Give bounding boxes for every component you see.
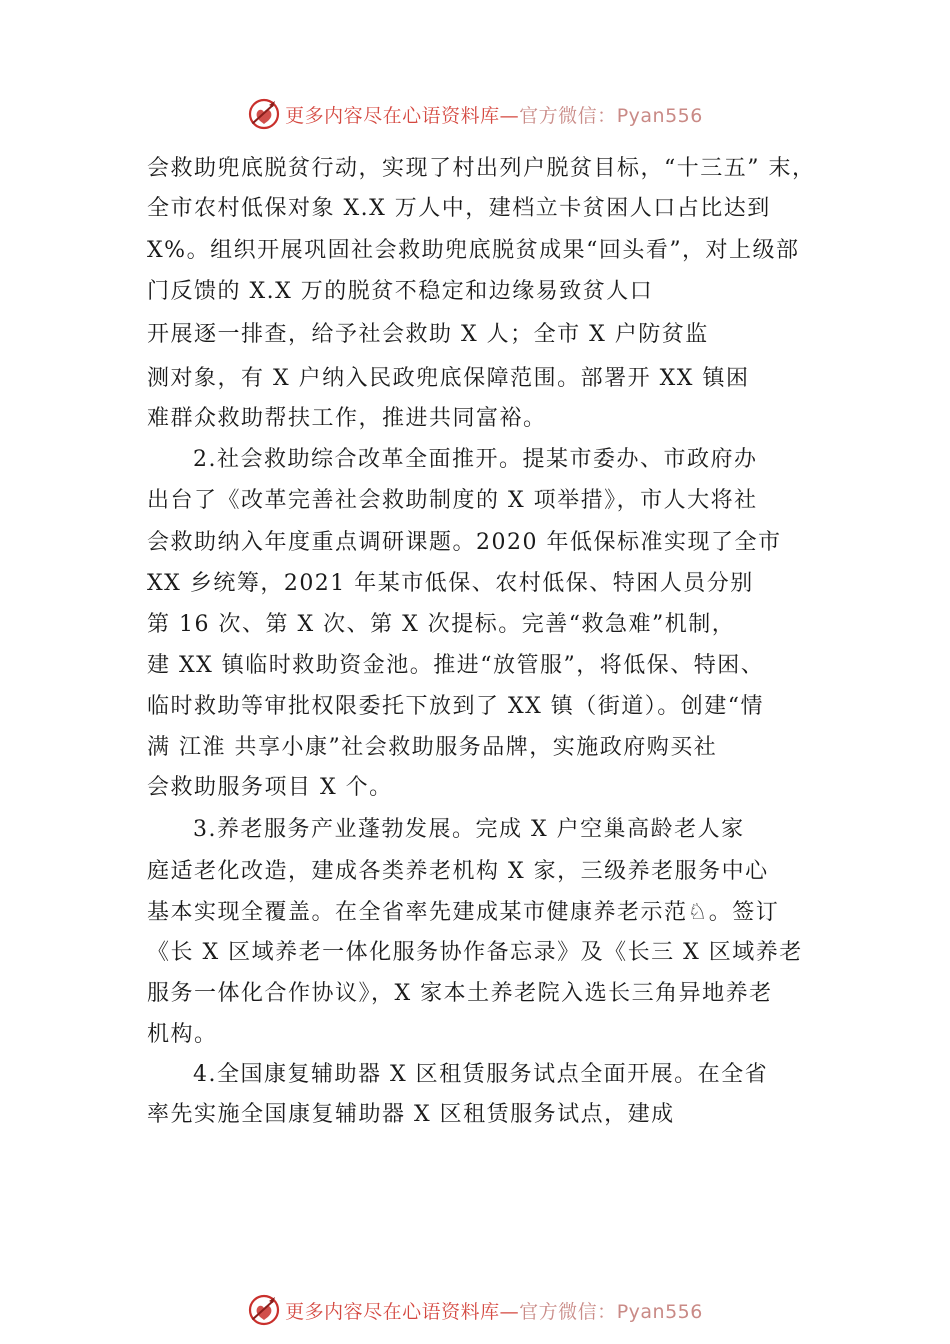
paragraph-heading-2: 2.社会救助综合改革全面推开。提某市委办、市政府办 xyxy=(193,447,758,472)
text-line: 会救助兜底脱贫行动，实现了村出列户脱贫目标，“十三五” 末， xyxy=(147,156,816,181)
text-line: 测对象，有 X 户纳入民政兜底保障范围。部署开 XX 镇困 xyxy=(147,366,750,391)
heart-brush-logo-icon xyxy=(247,1293,281,1327)
footer-wechat-label: 官方微信： xyxy=(519,1300,617,1323)
text-line: 会救助纳入年度重点调研课题。2020 年低保标准实现了全市 xyxy=(147,530,782,555)
text-line: 率先实施全国康复辅助器 X 区租赁服务试点，建成 xyxy=(147,1102,675,1127)
text-line: 开展逐一排查，给予社会救助 X 人；全市 X 户防贫监 xyxy=(147,322,709,347)
text-line: 基本实现全覆盖。在全省率先建成某市健康养老示范♘。签订 xyxy=(147,900,780,925)
text-line: 满 江淮 共享小康”社会救助服务品牌，实施政府购买社 xyxy=(147,735,718,760)
text-line: 出台了《改革完善社会救助制度的 X 项举措》，市人大将社 xyxy=(147,488,758,513)
text-line: 机构。 xyxy=(147,1022,218,1047)
footer-banner xyxy=(0,1288,950,1332)
text-line: 门反馈的 X.X 万的脱贫不稳定和边缘易致贫人口 xyxy=(147,279,654,304)
text-line: 建 XX 镇临时救助资金池。推进“放管服”，将低保、特困、 xyxy=(147,653,765,678)
text-line: 临时救助等审批权限委托下放到了 XX 镇（街道）。创建“情 xyxy=(147,694,765,719)
paragraph-heading-4: 4.全国康复辅助器 X 区租赁服务试点全面开展。在全省 xyxy=(193,1062,769,1087)
paragraph-heading-3: 3.养老服务产业蓬勃发展。完成 X 户空巢高龄老人家 xyxy=(193,817,745,842)
header-site-text: 更多内容尽在心语资料库 xyxy=(285,104,500,127)
footer-separator: — xyxy=(499,1300,520,1323)
footer-account: Pyan556 xyxy=(616,1300,703,1323)
text-line: 难群众救助帮扶工作，推进共同富裕。 xyxy=(147,406,547,431)
header-separator: — xyxy=(499,104,520,127)
header-account: Pyan556 xyxy=(616,104,703,127)
text-line: 第 16 次、第 X 次、第 X 次提标。完善“救急难”机制， xyxy=(147,612,736,637)
header-wechat-label: 官方微信： xyxy=(519,104,617,127)
text-line: X%。组织开展巩固社会救助兜底脱贫成果“回头看”，对上级部 xyxy=(147,238,800,263)
text-line: 全市农村低保对象 X.X 万人中，建档立卡贫困人口占比达到 xyxy=(147,196,771,221)
text-line: XX 乡统筹，2021 年某市低保、农村低保、特困人员分别 xyxy=(147,571,754,596)
footer-site-text: 更多内容尽在心语资料库 xyxy=(285,1300,500,1323)
text-line: 庭适老化改造，建成各类养老机构 X 家，三级养老服务中心 xyxy=(147,859,769,884)
text-line: 服务一体化合作协议》，X 家本土养老院入选长三角异地养老 xyxy=(147,981,773,1006)
footer-banner-text xyxy=(285,1297,703,1324)
text-line: 《长 X 区域养老一体化服务协作备忘录》及《长三 X 区域养老 xyxy=(147,940,803,965)
text-line: 会救助服务项目 X 个。 xyxy=(147,775,393,800)
